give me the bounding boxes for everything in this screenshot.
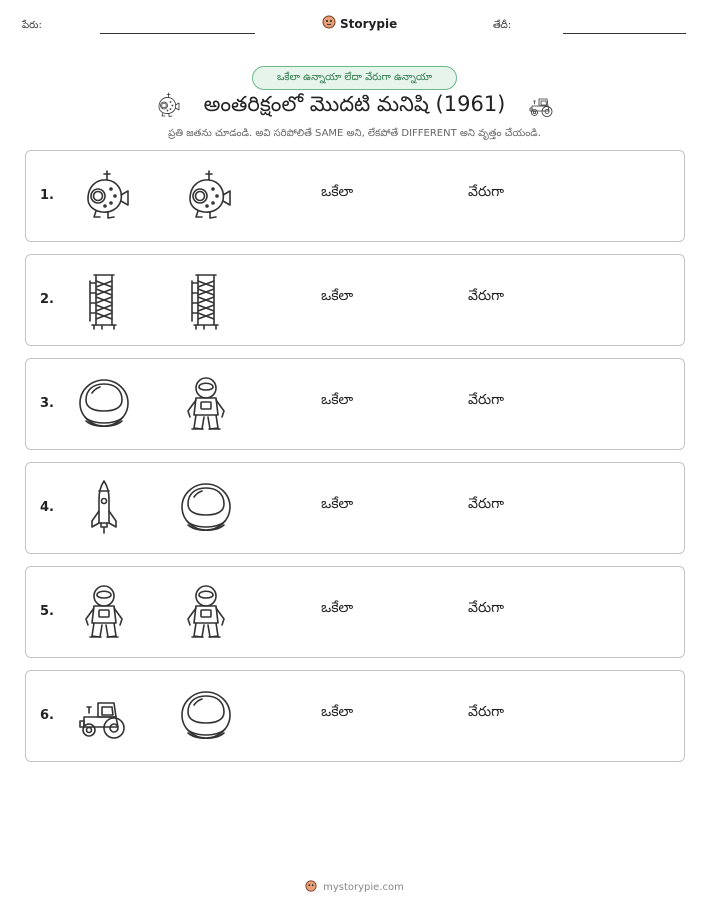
worksheet-header bbox=[0, 14, 709, 36]
tractor-icon bbox=[74, 685, 134, 747]
worksheet-type-badge: ఒకేలా ఉన్నాయా లేదా వేరుగా ఉన్నాయా bbox=[252, 66, 457, 90]
instructions: ప్రతి జతను చూడండి. అవి సరిపోలితే SAME అని, లేకపోతే DIFFERENT అని వృత్తం చేయండి. bbox=[168, 128, 541, 139]
date-label: తేదీ: bbox=[493, 20, 512, 31]
question-number: 2. bbox=[40, 292, 54, 307]
page-title: అంతరిక్షంలో మొదటి మనిషి (1961) bbox=[203, 92, 506, 116]
question-number: 4. bbox=[40, 500, 54, 515]
astronaut-icon bbox=[176, 373, 236, 435]
astronaut-icon bbox=[74, 581, 134, 643]
different-option[interactable]: వేరుగా bbox=[468, 704, 504, 720]
submarine-icon bbox=[176, 165, 236, 227]
same-option[interactable]: ఒకేలా bbox=[321, 704, 354, 720]
different-option[interactable]: వేరుగా bbox=[468, 288, 504, 304]
name-label: పేరు: bbox=[22, 20, 42, 31]
question-row-1 bbox=[25, 150, 685, 242]
helmet-icon bbox=[176, 477, 236, 539]
different-option[interactable]: వేరుగా bbox=[468, 600, 504, 616]
question-number: 5. bbox=[40, 604, 54, 619]
brand-logo bbox=[322, 14, 397, 33]
astronaut-icon bbox=[176, 581, 236, 643]
different-option[interactable]: వేరుగా bbox=[468, 184, 504, 200]
tractor-icon bbox=[527, 90, 557, 125]
name-line bbox=[100, 33, 255, 34]
same-option[interactable]: ఒకేలా bbox=[321, 288, 354, 304]
question-number: 3. bbox=[40, 396, 54, 411]
question-row-5 bbox=[25, 566, 685, 658]
date-line bbox=[563, 33, 686, 34]
submarine-icon bbox=[152, 90, 182, 125]
same-option[interactable]: ఒకేలా bbox=[321, 184, 354, 200]
brand-name: Storypie bbox=[340, 16, 398, 31]
same-option[interactable]: ఒకేలా bbox=[321, 496, 354, 512]
question-row-6 bbox=[25, 670, 685, 762]
helmet-icon bbox=[74, 373, 134, 435]
different-option[interactable]: వేరుగా bbox=[468, 496, 504, 512]
question-number: 6. bbox=[40, 708, 54, 723]
question-row-4 bbox=[25, 462, 685, 554]
launch-tower-icon bbox=[74, 269, 134, 331]
title-row bbox=[0, 92, 709, 122]
rocket-icon bbox=[74, 477, 134, 539]
footer-url: mystorypie.com bbox=[323, 882, 404, 893]
question-row-3 bbox=[25, 358, 685, 450]
footer bbox=[0, 880, 709, 895]
question-number: 1. bbox=[40, 188, 54, 203]
helmet-icon bbox=[176, 685, 236, 747]
storypie-mascot-icon bbox=[322, 14, 336, 33]
same-option[interactable]: ఒకేలా bbox=[321, 392, 354, 408]
submarine-icon bbox=[74, 165, 134, 227]
launch-tower-icon bbox=[176, 269, 236, 331]
storypie-mascot-icon bbox=[305, 880, 317, 895]
same-option[interactable]: ఒకేలా bbox=[321, 600, 354, 616]
different-option[interactable]: వేరుగా bbox=[468, 392, 504, 408]
question-row-2 bbox=[25, 254, 685, 346]
